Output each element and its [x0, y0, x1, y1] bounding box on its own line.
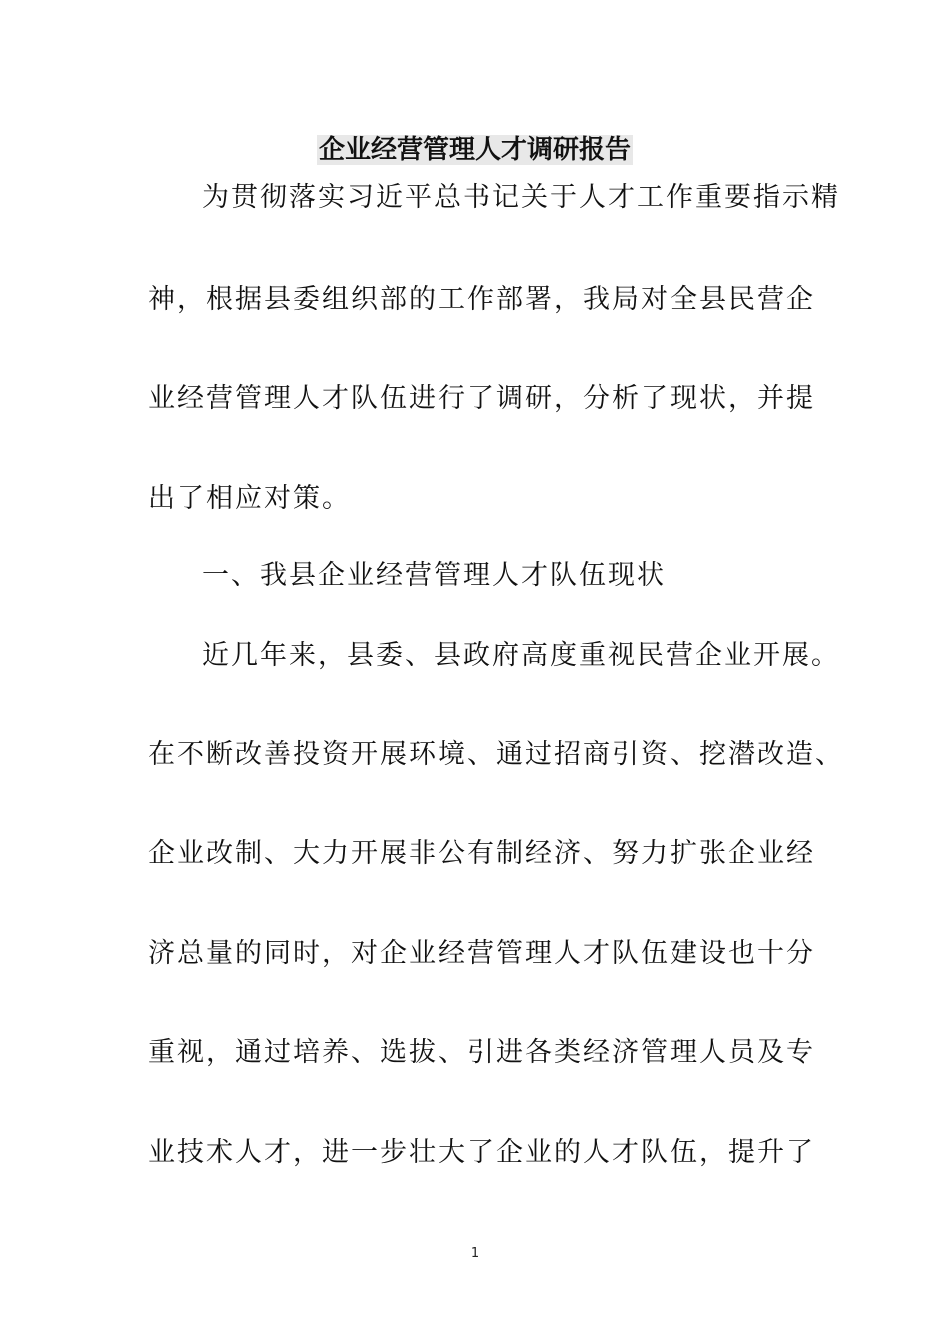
paragraph-line: 为贯彻落实习近平总书记关于人才工作重要指示精: [202, 182, 840, 213]
section-heading: 一、我县企业经营管理人才队伍现状: [202, 560, 666, 591]
title-text: 企业经营管理人才调研报告: [318, 135, 631, 165]
paragraph-line: 济总量的同时，对企业经营管理人才队伍建设也十分: [148, 938, 815, 969]
paragraph-line: 在不断改善投资开展环境、通过招商引资、挖潜改造、: [148, 739, 844, 770]
paragraph-line: 业技术人才，进一步壮大了企业的人才队伍，提升了: [148, 1137, 815, 1168]
paragraph-line: 重视，通过培养、选拔、引进各类经济管理人员及专: [148, 1037, 815, 1068]
paragraph-line: 神，根据县委组织部的工作部署，我局对全县民营企: [148, 284, 815, 315]
paragraph-line: 业经营管理人才队伍进行了调研，分析了现状，并提: [148, 383, 815, 414]
page-number: 1: [470, 1246, 480, 1261]
paragraph-line: 企业改制、大力开展非公有制经济、努力扩张企业经: [148, 838, 815, 869]
paragraph-line: 近几年来，县委、县政府高度重视民营企业开展。: [202, 640, 840, 671]
paragraph-line: 出了相应对策。: [148, 483, 351, 514]
document-title: [0, 131, 950, 169]
